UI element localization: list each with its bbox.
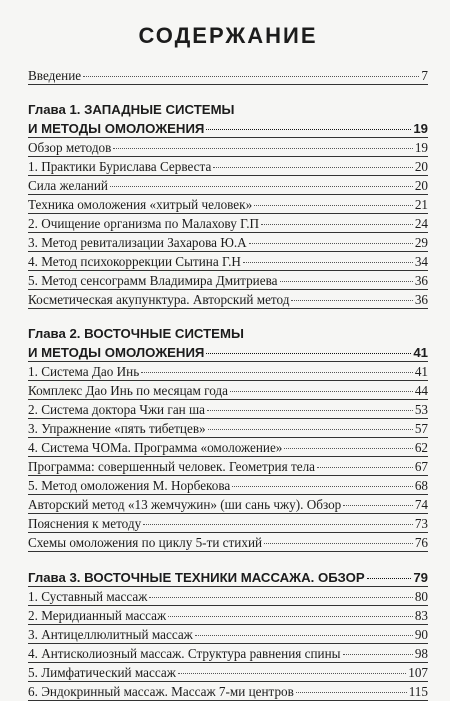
toc-entry-label: Введение: [28, 68, 82, 83]
toc-entry-label: Комплекс Дао Инь по месяцам года: [28, 383, 228, 398]
dot-leader: [261, 211, 413, 225]
toc-entry: [28, 682, 428, 701]
dot-leader: [141, 359, 413, 373]
toc-entry-label: 6. Эндокринный массаж. Массаж 7-ми центров: [28, 684, 294, 699]
toc-entry-label: 3. Антицеллюлитный массаж: [28, 627, 193, 642]
toc-page-number: 19: [414, 140, 428, 155]
dot-leader: [110, 173, 413, 187]
toc-entry-label: 4. Система ЧОМа. Программа «омоложение»: [28, 440, 283, 455]
toc-entry-label: 5. Метод сенсограмм Владимира Дмитриева: [28, 273, 278, 288]
dot-leader: [291, 287, 412, 301]
toc-entry-label: Авторский метод «13 жемчужин» (ши сань чжу). Обзор: [28, 497, 342, 512]
dot-leader: [317, 454, 413, 468]
toc-page-number: 79: [413, 570, 428, 585]
toc-page-number: 29: [414, 235, 428, 250]
toc-page-number: 44: [414, 383, 428, 398]
dot-leader: [149, 584, 412, 598]
toc-page-number: 21: [414, 197, 428, 212]
toc-page-number: 74: [414, 497, 428, 512]
toc-page-number: 57: [414, 421, 428, 436]
toc-page-number: 36: [414, 292, 428, 307]
dot-leader: [206, 340, 411, 354]
toc-page-number: 41: [414, 364, 428, 379]
dot-leader: [254, 192, 413, 206]
toc-entry-label: 1. Практики Бурислава Сервеста: [28, 159, 212, 174]
page-title: СОДЕРЖАНИЕ: [138, 23, 318, 48]
toc-entry-label: 5. Метод омоложения М. Норбекова: [28, 478, 231, 493]
dot-leader: [143, 511, 413, 525]
toc-page-number: 19: [413, 121, 428, 136]
dot-leader: [296, 679, 407, 693]
dot-leader: [243, 249, 413, 263]
toc-page-number: 41: [413, 345, 428, 360]
chapter-1: [28, 101, 428, 309]
chapter-heading-line2: Глава 3. ВОСТОЧНЫЕ ТЕХНИКИ МАССАЖА. ОБЗОР: [28, 570, 365, 585]
chapter-2: [28, 325, 428, 552]
toc-entry-intro: [28, 66, 428, 85]
dot-leader: [178, 660, 406, 674]
dot-leader: [264, 530, 413, 544]
dot-leader: [113, 135, 412, 149]
dot-leader: [168, 603, 413, 617]
dot-leader: [195, 622, 413, 636]
toc-entry: [28, 290, 428, 309]
toc-page-number: 107: [408, 665, 428, 680]
chapter-3: [28, 568, 428, 701]
chapter-heading-line2: И МЕТОДЫ ОМОЛОЖЕНИЯ: [28, 345, 205, 360]
toc-page-number: 90: [414, 627, 428, 642]
dot-leader: [232, 473, 413, 487]
chapter-heading-line1: Глава 1. ЗАПАДНЫЕ СИСТЕМЫ: [28, 102, 235, 117]
toc-entry-label: Техника омоложения «хитрый человек»: [28, 197, 253, 212]
toc-page-number: 80: [414, 589, 428, 604]
chapter-heading-line1: Глава 2. ВОСТОЧНЫЕ СИСТЕМЫ: [28, 326, 244, 341]
toc-page-number: 62: [414, 440, 428, 455]
toc-entry-label: Косметическая акупунктура. Авторский метод: [28, 292, 290, 307]
toc-entry-label: Программа: совершенный человек. Геометрия тела: [28, 459, 316, 474]
toc-entry-label: 4. Антисколиозный массаж. Структура равнения спины: [28, 646, 341, 661]
chapter-heading-line2: И МЕТОДЫ ОМОЛОЖЕНИЯ: [28, 121, 205, 136]
toc-entry-label: 2. Очищение организма по Малахову Г.П: [28, 216, 260, 231]
toc-entry-label: 3. Метод ревитализации Захарова Ю.А: [28, 235, 247, 250]
toc-page-number: 73: [414, 516, 428, 531]
toc-page-number: 53: [414, 402, 428, 417]
dot-leader: [367, 565, 412, 579]
toc-entry-label: Обзор методов: [28, 140, 112, 155]
dot-leader: [284, 435, 412, 449]
toc-entry-label: 3. Упражнение «пять тибетцев»: [28, 421, 206, 436]
toc-entry-label: 5. Лимфатический массаж: [28, 665, 176, 680]
toc-entry-label: 1. Система Дао Инь: [28, 364, 140, 379]
toc-page-number: 68: [414, 478, 428, 493]
toc-page-number: 76: [414, 535, 428, 550]
toc-entry-label: 1. Суставный массаж: [28, 589, 148, 604]
dot-leader: [249, 230, 413, 244]
dot-leader: [208, 416, 413, 430]
toc-page-number: 36: [414, 273, 428, 288]
toc-entry: [28, 533, 428, 552]
toc-page-number: 20: [414, 159, 428, 174]
toc-entry-label: 2. Система доктора Чжи ган ша: [28, 402, 206, 417]
dot-leader: [343, 492, 413, 506]
toc-page-number: 34: [414, 254, 428, 269]
toc-page-number: 24: [414, 216, 428, 231]
toc-page-number: 98: [414, 646, 428, 661]
dot-leader: [83, 63, 419, 77]
toc-entry-label: 4. Метод психокоррекции Сытина Г.Н: [28, 254, 241, 269]
toc-page-number: 20: [414, 178, 428, 193]
toc-page-number: 115: [408, 684, 428, 699]
dot-leader: [206, 116, 411, 130]
dot-leader: [213, 154, 412, 168]
toc-entry-label: Схемы омоложения по циклу 5-ти стихий: [28, 535, 263, 550]
dot-leader: [280, 268, 413, 282]
table-of-contents: [28, 22, 428, 701]
toc-entry-label: 2. Меридианный массаж: [28, 608, 167, 623]
toc-entry-label: Пояснения к методу: [28, 516, 142, 531]
toc-page-number: 83: [414, 608, 428, 623]
toc-page-number: 7: [421, 68, 428, 83]
dot-leader: [207, 397, 413, 411]
toc-entry-label: Сила желаний: [28, 178, 108, 193]
dot-leader: [230, 378, 413, 392]
toc-page-number: 67: [414, 459, 428, 474]
dot-leader: [343, 641, 413, 655]
